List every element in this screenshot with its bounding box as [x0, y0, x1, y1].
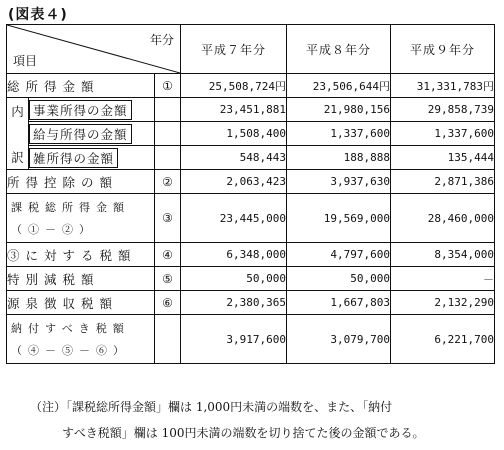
value-h7: 2,063,423	[181, 170, 287, 194]
value-h9: 2,871,386	[391, 170, 495, 194]
value-h8: 3,937,630	[287, 170, 391, 194]
row-mark	[155, 98, 181, 122]
row-label-line2: （①－②）	[11, 223, 96, 236]
row-mark: ②	[155, 170, 181, 194]
value-h7: 548,443	[181, 146, 287, 170]
item-label: 項目	[13, 54, 38, 68]
footnote-line1: （注）「課税総所得金額」欄は 1,000円未満の端数を、また、「納付	[30, 400, 393, 414]
column-header-h9: 平成９年分	[391, 25, 495, 74]
corner-cell	[7, 25, 181, 74]
value-h9: 135,444	[391, 146, 495, 170]
value-h7: 23,451,881	[181, 98, 287, 122]
value-h8: 1,337,600	[287, 122, 391, 146]
tax-table	[6, 24, 495, 364]
breakdown-label-bottom: 訳	[11, 149, 24, 165]
value-h8: 4,797,600	[287, 243, 391, 267]
row-mark: ④	[155, 243, 181, 267]
footnote	[30, 394, 424, 446]
value-h8: 19,569,000	[287, 194, 391, 243]
row-mark: ⑤	[155, 267, 181, 291]
value-h9: －	[391, 267, 495, 291]
value-h9: 31,331,783円	[391, 74, 495, 98]
row-label-line1: 納付すべき税額	[11, 322, 130, 335]
header-row	[7, 25, 495, 74]
row-label: 総所得金額	[7, 74, 155, 98]
row-label-text: 事業所得の金額	[29, 100, 132, 120]
row-label-text: 雑所得の金額	[29, 148, 118, 168]
row-label	[7, 194, 155, 243]
year-label: 年分	[150, 33, 175, 47]
breakdown-label-top: 内	[11, 103, 24, 119]
table-row	[7, 291, 495, 315]
value-h8: 50,000	[287, 267, 391, 291]
value-h8: 21,980,156	[287, 98, 391, 122]
row-mark: ①	[155, 74, 181, 98]
value-h8: 3,079,700	[287, 315, 391, 364]
breakdown-label	[7, 98, 29, 170]
value-h7: 1,508,400	[181, 122, 287, 146]
value-h7: 2,380,365	[181, 291, 287, 315]
row-label: ③に対する税額	[7, 243, 155, 267]
value-h9: 29,858,739	[391, 98, 495, 122]
table-row	[7, 122, 495, 146]
value-h7: 25,508,724円	[181, 74, 287, 98]
row-mark: ③	[155, 194, 181, 243]
table-row	[7, 170, 495, 194]
value-h8: 23,506,644円	[287, 74, 391, 98]
row-mark: ⑥	[155, 291, 181, 315]
table-row	[7, 194, 495, 243]
table-row	[7, 243, 495, 267]
table-row	[7, 74, 495, 98]
table-row	[7, 146, 495, 170]
row-label: 所得控除の額	[7, 170, 155, 194]
value-h7: 23,445,000	[181, 194, 287, 243]
value-h8: 188,888	[287, 146, 391, 170]
row-label: 特別減税額	[7, 267, 155, 291]
value-h9: 2,132,290	[391, 291, 495, 315]
value-h9: 6,221,700	[391, 315, 495, 364]
value-h7: 50,000	[181, 267, 287, 291]
column-header-h7: 平成７年分	[181, 25, 287, 74]
row-mark	[155, 315, 181, 364]
row-label	[29, 98, 155, 122]
figure-caption: (図表４)	[8, 7, 68, 23]
value-h7: 6,348,000	[181, 243, 287, 267]
column-header-h8: 平成８年分	[287, 25, 391, 74]
value-h9: 28,460,000	[391, 194, 495, 243]
row-label	[7, 315, 155, 364]
row-mark	[155, 146, 181, 170]
table-row	[7, 267, 495, 291]
row-label-text: 給与所得の金額	[29, 124, 132, 144]
row-label: 源泉徴収税額	[7, 291, 155, 315]
footnote-line2: すべき税額」欄は 100円未満の端数を切り捨てた後の金額である。	[62, 426, 425, 440]
table-row	[7, 315, 495, 364]
value-h9: 8,354,000	[391, 243, 495, 267]
row-mark	[155, 122, 181, 146]
value-h7: 3,917,600	[181, 315, 287, 364]
table-row	[7, 98, 495, 122]
row-label	[29, 122, 155, 146]
row-label	[29, 146, 155, 170]
row-label-line2: （④－⑤－⑥）	[11, 344, 130, 357]
row-label-line1: 課税総所得金額	[11, 201, 130, 214]
value-h8: 1,667,803	[287, 291, 391, 315]
value-h9: 1,337,600	[391, 122, 495, 146]
